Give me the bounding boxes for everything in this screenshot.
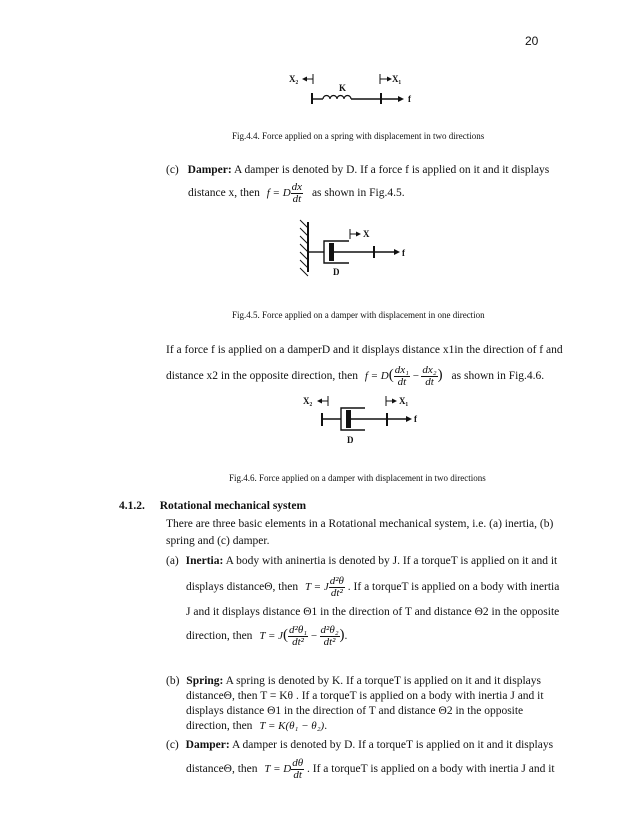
- line-text: as shown in Fig.4.6.: [451, 370, 545, 383]
- two-direction-paragraph: If a force f is applied on a damperD and it displays distance x1in the direction of f and distance x2 in the opposite direction, then f = D( $\frac{\text{dx₁}}{dt}$ − $\frac{\text{dx₂}}{dt}$ ) as shown in Fig.4.6.: [166, 342, 566, 388]
- fraction-denominator: dt²: [330, 587, 343, 599]
- line-text: A spring is denoted by K. If a torqueT is applied on it and it displays: [225, 675, 541, 687]
- section-number: 4.1.2.: [119, 500, 145, 512]
- fraction-denominator: dt: [397, 376, 407, 388]
- minus-sign: −: [310, 630, 318, 643]
- rotational-damper-item: [166, 737, 576, 781]
- line-text: as shown in Fig.4.5.: [311, 187, 405, 200]
- line-text: displays distance Θ1 in the direction of T and distance Θ2 in the opposite: [186, 705, 524, 717]
- item-marker: (a): [166, 555, 179, 567]
- equation-lhs: f = D: [364, 370, 389, 383]
- fraction-numerator: d²θ₂: [320, 624, 339, 636]
- line-text: direction, then: [186, 630, 253, 643]
- fraction-denominator: dt: [425, 376, 434, 388]
- fraction: [291, 758, 304, 781]
- item-term: Damper:: [185, 739, 230, 751]
- item-marker: (c): [166, 739, 179, 751]
- equation-lhs: f = D: [266, 187, 291, 200]
- fraction-numerator: dx: [291, 181, 303, 193]
- label-f: f: [408, 94, 411, 104]
- fraction-denominator: dt: [293, 769, 302, 781]
- line-text: spring and (c) damper.: [166, 535, 270, 547]
- figure-caption: Fig.4.5. Force applied on a damper with displacement in one direction: [232, 310, 485, 320]
- fraction-denominator: dt²: [323, 636, 336, 648]
- line-text: .: [344, 630, 348, 643]
- line-text: A damper is denoted by D. If a torqueT is applied on it and it displays: [231, 739, 554, 751]
- label-x: X: [363, 229, 370, 239]
- fraction-numerator: d²θ₁: [289, 624, 308, 636]
- figure-caption: Fig.4.6. Force applied on a damper with displacement in two directions: [229, 473, 486, 483]
- fraction-denominator: dt: [292, 193, 302, 205]
- line-text: . If a torqueT is applied on a body with inertia J and it: [307, 763, 555, 776]
- page-number: 20: [525, 34, 539, 48]
- fraction-numerator: dx₂: [422, 364, 437, 376]
- fraction-numerator: d²θ: [329, 575, 344, 587]
- fraction: [329, 576, 345, 599]
- label-d: D: [333, 267, 340, 277]
- fraction-denominator: dt²: [292, 636, 304, 648]
- section-title: Rotational mechanical system: [159, 500, 307, 512]
- fraction-numerator: dx₁: [394, 364, 409, 376]
- inertia-item: (a) Inertia: A body with aninertia is denoted by J. If a torqueT is applied on it and it displays distanceΘ, then T = J $\frac{\text{d²θ}}{\text{dt²}}$ . If a torqueT is applied on a body with inertia J and it displays distance Θ1 in the direction of T and distance Θ2 in the opposite direction, then T = J( $\frac{\text{d²θ₁}}{\text{dt²}}$ − $\frac{\text{d²θ₂}}{\text{dt²}}$ ).: [166, 553, 576, 648]
- label-x1: X₁: [399, 396, 409, 406]
- line-text: A damper is denoted by D. If a force f is applied on it and it displays: [233, 164, 550, 176]
- equation-lhs: T = D: [264, 763, 292, 776]
- item-marker: (c): [166, 164, 179, 176]
- label-f: f: [402, 248, 405, 258]
- label-x2: X₂: [289, 74, 299, 84]
- equation: T = K(θ₁ − θ₂): [259, 720, 325, 732]
- line-text: distance x, then: [188, 187, 260, 200]
- fraction: [320, 625, 340, 648]
- figure-caption: Fig.4.4. Force applied on a spring with displacement in two directions: [232, 131, 485, 141]
- label-x1: X₁: [392, 74, 402, 84]
- label-f: f: [414, 414, 417, 424]
- fraction: [288, 625, 308, 648]
- label-k: K: [339, 83, 347, 93]
- section-intro: [166, 516, 566, 550]
- line-text: distanceΘ, then: [186, 763, 258, 776]
- section-heading: [119, 498, 306, 515]
- line-text: There are three basic elements in a Rotational mechanical system, i.e. (a) inertia, (b): [166, 518, 554, 530]
- item-term: Inertia:: [185, 555, 224, 567]
- item-term: Spring:: [186, 675, 224, 687]
- line-text: A body with aninertia is denoted by J. If a torqueT is applied on it and it: [225, 555, 558, 567]
- label-d: D: [347, 435, 354, 445]
- line-text: direction, then: [186, 720, 253, 732]
- line-text: distance x2 in the opposite direction, then: [166, 370, 358, 383]
- line-text: J and it displays distance Θ1 in the direction of T and distance Θ2 in the opposite: [186, 606, 560, 618]
- equation-lhs: T = J: [259, 630, 284, 643]
- equation-lhs: T = J: [304, 581, 329, 594]
- line-text: . If a torqueT is applied on a body with inertia: [347, 581, 560, 594]
- item-marker: (b): [166, 675, 180, 687]
- minus-sign: −: [411, 370, 420, 383]
- spring-item: [166, 674, 576, 734]
- line-text: distanceΘ, then T = Kθ . If a torqueT is applied on a body with inertia J and it: [186, 690, 544, 702]
- line-text: If a force f is applied on a damperD and it displays distance x1in the direction of f and: [166, 344, 563, 356]
- line-text: displays distanceΘ, then: [186, 581, 299, 594]
- line-text: .: [324, 720, 328, 732]
- fraction-numerator: dθ: [292, 757, 304, 769]
- label-x2: X₂: [303, 396, 313, 406]
- item-term: Damper:: [187, 164, 232, 176]
